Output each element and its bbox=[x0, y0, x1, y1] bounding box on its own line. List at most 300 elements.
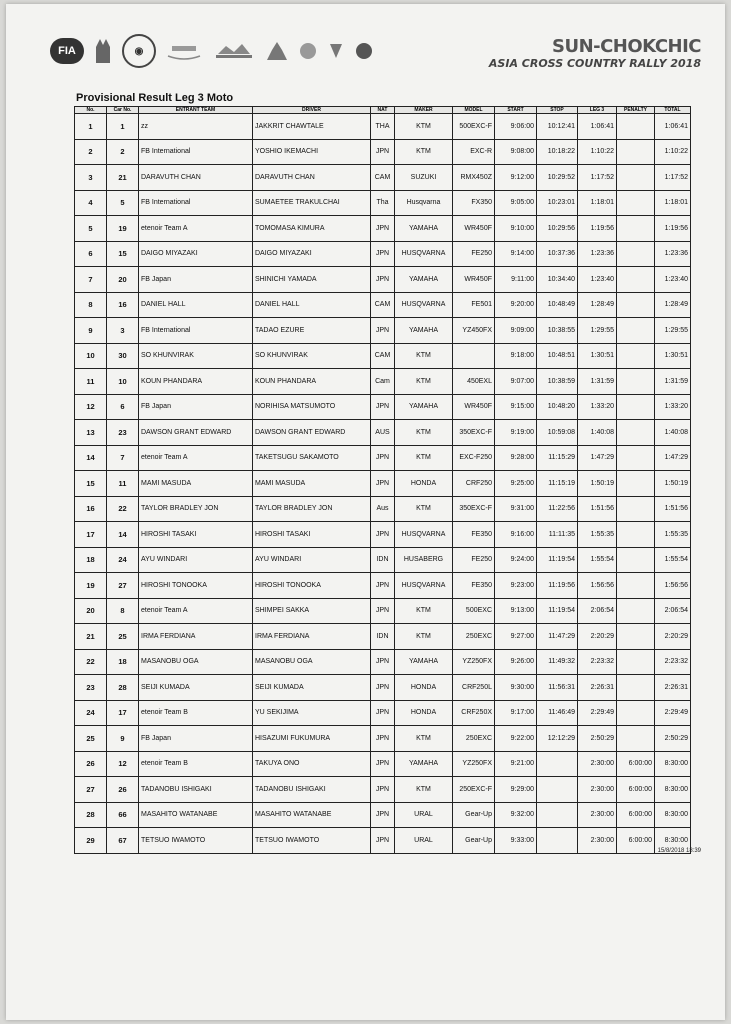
table-cell: 2:20:29 bbox=[655, 624, 691, 650]
table-cell: 10:37:36 bbox=[537, 241, 578, 267]
table-cell: 1:51:56 bbox=[578, 496, 617, 522]
table-cell: 22 bbox=[75, 649, 107, 675]
table-cell: 11:56:31 bbox=[537, 675, 578, 701]
table-cell: 21 bbox=[75, 624, 107, 650]
table-row bbox=[75, 598, 691, 624]
table-cell: JPN bbox=[371, 777, 395, 803]
table-cell: 2:26:31 bbox=[655, 675, 691, 701]
table-cell: 10:48:20 bbox=[537, 394, 578, 420]
table-cell: HIROSHI TASAKI bbox=[253, 522, 371, 548]
table-cell: 5 bbox=[75, 216, 107, 242]
table-cell: DAIGO MIYAZAKI bbox=[253, 241, 371, 267]
table-cell: JPN bbox=[371, 649, 395, 675]
table-cell: FE350 bbox=[453, 522, 495, 548]
table-cell: 10 bbox=[75, 343, 107, 369]
table-cell: 1:47:29 bbox=[578, 445, 617, 471]
table-cell: YOSHIO IKEMACHI bbox=[253, 139, 371, 165]
table-cell: 9:19:00 bbox=[495, 420, 537, 446]
table-cell: HIROSHI TONOOKA bbox=[253, 573, 371, 599]
table-cell bbox=[617, 369, 655, 395]
table-cell: MAMI MASUDA bbox=[139, 471, 253, 497]
table-cell: 4 bbox=[75, 190, 107, 216]
table-cell: 1:55:35 bbox=[655, 522, 691, 548]
table-cell: 1:29:55 bbox=[655, 318, 691, 344]
table-cell: MASANOBU OGA bbox=[253, 649, 371, 675]
table-cell: TADANOBU ISHIGAKI bbox=[253, 777, 371, 803]
table-cell bbox=[617, 700, 655, 726]
table-cell: 10:12:41 bbox=[537, 114, 578, 140]
table-row bbox=[75, 547, 691, 573]
table-row bbox=[75, 522, 691, 548]
table-cell: 2:23:32 bbox=[655, 649, 691, 675]
table-cell: 9:05:00 bbox=[495, 190, 537, 216]
table-cell: JPN bbox=[371, 139, 395, 165]
table-cell: 66 bbox=[107, 802, 139, 828]
table-cell: JPN bbox=[371, 802, 395, 828]
table-cell: 6 bbox=[75, 241, 107, 267]
table-cell: JPN bbox=[371, 751, 395, 777]
table-cell: JPN bbox=[371, 573, 395, 599]
emblem-logo-icon bbox=[298, 41, 318, 61]
table-cell: JPN bbox=[371, 598, 395, 624]
table-cell: Gear-Up bbox=[453, 802, 495, 828]
table-cell: KTM bbox=[395, 726, 453, 752]
table-cell bbox=[617, 343, 655, 369]
table-cell: 1 bbox=[75, 114, 107, 140]
table-cell: 1:30:51 bbox=[655, 343, 691, 369]
table-cell: 11:15:19 bbox=[537, 471, 578, 497]
table-cell: Husqvarna bbox=[395, 190, 453, 216]
table-cell: JPN bbox=[371, 700, 395, 726]
table-cell: NORIHISA MATSUMOTO bbox=[253, 394, 371, 420]
table-cell: 9:23:00 bbox=[495, 573, 537, 599]
column-header: ENTRANT TEAM bbox=[139, 107, 253, 114]
table-cell: 18 bbox=[75, 547, 107, 573]
table-cell: 14 bbox=[107, 522, 139, 548]
table-cell: 2:23:32 bbox=[578, 649, 617, 675]
table-cell: 18 bbox=[107, 649, 139, 675]
table-cell: 21 bbox=[107, 165, 139, 191]
table-cell: SO KHUNVIRAK bbox=[139, 343, 253, 369]
table-cell: 1 bbox=[107, 114, 139, 140]
table-cell: 19 bbox=[75, 573, 107, 599]
table-cell bbox=[617, 292, 655, 318]
table-cell: URAL bbox=[395, 802, 453, 828]
table-cell: etenoir Team B bbox=[139, 751, 253, 777]
table-cell bbox=[617, 445, 655, 471]
table-cell: 2:50:29 bbox=[655, 726, 691, 752]
table-cell: 15 bbox=[107, 241, 139, 267]
table-cell: EXC-F250 bbox=[453, 445, 495, 471]
table-row bbox=[75, 649, 691, 675]
table-cell: JPN bbox=[371, 318, 395, 344]
table-cell: 30 bbox=[107, 343, 139, 369]
table-cell bbox=[617, 649, 655, 675]
table-cell: 9:10:00 bbox=[495, 216, 537, 242]
table-cell: TAYLOR BRADLEY JON bbox=[253, 496, 371, 522]
table-cell: YAMAHA bbox=[395, 267, 453, 293]
table-cell: YZ250FX bbox=[453, 649, 495, 675]
table-row bbox=[75, 267, 691, 293]
table-cell bbox=[617, 190, 655, 216]
table-cell: 29 bbox=[75, 828, 107, 854]
table-cell: 9:27:00 bbox=[495, 624, 537, 650]
table-row bbox=[75, 292, 691, 318]
table-cell: 2 bbox=[107, 139, 139, 165]
table-cell bbox=[617, 598, 655, 624]
table-row bbox=[75, 394, 691, 420]
table-cell: 1:06:41 bbox=[578, 114, 617, 140]
table-cell: 17 bbox=[75, 522, 107, 548]
table-cell: 6:00:00 bbox=[617, 802, 655, 828]
table-cell: 27 bbox=[107, 573, 139, 599]
table-cell: 7 bbox=[75, 267, 107, 293]
table-cell: 10:18:22 bbox=[537, 139, 578, 165]
table-cell: 9:22:00 bbox=[495, 726, 537, 752]
table-cell: KOUN PHANDARA bbox=[139, 369, 253, 395]
table-cell: JAKKRIT CHAWTALE bbox=[253, 114, 371, 140]
table-cell: 500EXC bbox=[453, 598, 495, 624]
table-cell: HUSQVARNA bbox=[395, 292, 453, 318]
table-cell bbox=[617, 216, 655, 242]
table-cell: CAM bbox=[371, 343, 395, 369]
table-cell: FE250 bbox=[453, 547, 495, 573]
table-cell: FE350 bbox=[453, 573, 495, 599]
table-cell: 13 bbox=[75, 420, 107, 446]
table-cell: KTM bbox=[395, 369, 453, 395]
table-row bbox=[75, 445, 691, 471]
table-cell: Gear-Up bbox=[453, 828, 495, 854]
table-cell: 2:06:54 bbox=[578, 598, 617, 624]
table-cell bbox=[617, 114, 655, 140]
table-cell: 8:30:00 bbox=[655, 802, 691, 828]
table-cell: 24 bbox=[75, 700, 107, 726]
table-cell: 16 bbox=[75, 496, 107, 522]
table-cell: 11:49:32 bbox=[537, 649, 578, 675]
table-cell: TAYLOR BRADLEY JON bbox=[139, 496, 253, 522]
table-cell bbox=[617, 496, 655, 522]
table-cell: 2 bbox=[75, 139, 107, 165]
table-cell: etenoir Team B bbox=[139, 700, 253, 726]
table-cell: 9:15:00 bbox=[495, 394, 537, 420]
table-cell: JPN bbox=[371, 522, 395, 548]
table-cell: HISAZUMI FUKUMURA bbox=[253, 726, 371, 752]
table-cell: CRF250L bbox=[453, 675, 495, 701]
table-cell: TETSUO IWAMOTO bbox=[253, 828, 371, 854]
table-cell: 9:33:00 bbox=[495, 828, 537, 854]
table-cell: KTM bbox=[395, 598, 453, 624]
table-cell: 2:50:29 bbox=[578, 726, 617, 752]
table-cell: 17 bbox=[107, 700, 139, 726]
brand-line2: ASIA CROSS COUNTRY RALLY 2018 bbox=[488, 57, 701, 70]
table-cell: HONDA bbox=[395, 700, 453, 726]
table-row bbox=[75, 726, 691, 752]
table-cell: 500EXC-F bbox=[453, 114, 495, 140]
table-cell: FX350 bbox=[453, 190, 495, 216]
table-cell: 9:30:00 bbox=[495, 675, 537, 701]
table-cell: THA bbox=[371, 114, 395, 140]
table-cell: URAL bbox=[395, 828, 453, 854]
table-cell: 9:21:00 bbox=[495, 751, 537, 777]
table-cell: AYU WINDARI bbox=[139, 547, 253, 573]
table-cell bbox=[617, 675, 655, 701]
table-cell: 9:16:00 bbox=[495, 522, 537, 548]
table-cell: 1:18:01 bbox=[655, 190, 691, 216]
table-cell: MASAHITO WATANABE bbox=[253, 802, 371, 828]
table-cell: 1:19:56 bbox=[655, 216, 691, 242]
table-cell: WR450F bbox=[453, 394, 495, 420]
table-cell bbox=[617, 267, 655, 293]
table-row bbox=[75, 573, 691, 599]
table-cell: 11:46:49 bbox=[537, 700, 578, 726]
table-cell: 19 bbox=[107, 216, 139, 242]
table-cell: CAM bbox=[371, 292, 395, 318]
table-cell: KTM bbox=[395, 420, 453, 446]
table-cell: 1:28:49 bbox=[578, 292, 617, 318]
table-row bbox=[75, 318, 691, 344]
table-cell: 2:26:31 bbox=[578, 675, 617, 701]
fia-logo-icon: FIA bbox=[50, 38, 84, 64]
table-cell: 1:56:56 bbox=[578, 573, 617, 599]
table-row bbox=[75, 114, 691, 140]
table-cell: 10:34:40 bbox=[537, 267, 578, 293]
table-row bbox=[75, 165, 691, 191]
table-cell bbox=[617, 471, 655, 497]
column-header: No. bbox=[75, 107, 107, 114]
table-cell: 15 bbox=[75, 471, 107, 497]
table-cell: SUMAETEE TRAKULCHAI bbox=[253, 190, 371, 216]
table-cell: 1:30:51 bbox=[578, 343, 617, 369]
table-body bbox=[75, 114, 691, 854]
table-cell: DAIGO MIYAZAKI bbox=[139, 241, 253, 267]
table-cell bbox=[617, 241, 655, 267]
table-cell: HUSABERG bbox=[395, 547, 453, 573]
column-header: MAKER bbox=[395, 107, 453, 114]
table-cell: 8 bbox=[107, 598, 139, 624]
table-cell bbox=[617, 726, 655, 752]
table-cell: IRMA FERDIANA bbox=[139, 624, 253, 650]
mascot-logo-icon bbox=[92, 37, 114, 65]
sponsor-logos bbox=[50, 34, 374, 68]
table-cell: 250EXC bbox=[453, 726, 495, 752]
table-cell: 10:38:55 bbox=[537, 318, 578, 344]
table-cell: HUSQVARNA bbox=[395, 241, 453, 267]
table-cell: 11:15:29 bbox=[537, 445, 578, 471]
cambodia-logo-icon bbox=[212, 40, 256, 62]
column-header: DRIVER bbox=[253, 107, 371, 114]
table-row bbox=[75, 777, 691, 803]
table-row bbox=[75, 139, 691, 165]
angkor-logo-icon bbox=[264, 38, 290, 64]
table-cell: MASANOBU OGA bbox=[139, 649, 253, 675]
table-cell: YAMAHA bbox=[395, 394, 453, 420]
table-cell: zz bbox=[139, 114, 253, 140]
table-cell: HIROSHI TONOOKA bbox=[139, 573, 253, 599]
table-cell: 1:51:56 bbox=[655, 496, 691, 522]
table-cell: 22 bbox=[107, 496, 139, 522]
table-cell: 8:30:00 bbox=[655, 828, 691, 854]
table-cell: 1:40:08 bbox=[655, 420, 691, 446]
table-cell: FB Japan bbox=[139, 726, 253, 752]
table-cell bbox=[537, 802, 578, 828]
column-header: LEG 3 bbox=[578, 107, 617, 114]
sponsor-logo-icon bbox=[326, 40, 346, 62]
table-cell: 6:00:00 bbox=[617, 777, 655, 803]
table-cell: HONDA bbox=[395, 471, 453, 497]
table-cell: RMX450Z bbox=[453, 165, 495, 191]
table-cell bbox=[537, 828, 578, 854]
table-cell: 1:31:59 bbox=[655, 369, 691, 395]
table-cell: IDN bbox=[371, 547, 395, 573]
table-cell: 1:10:22 bbox=[578, 139, 617, 165]
table-cell: SO KHUNVIRAK bbox=[253, 343, 371, 369]
table-cell: 2:30:00 bbox=[578, 777, 617, 803]
table-cell: 250EXC bbox=[453, 624, 495, 650]
table-cell: 10:23:01 bbox=[537, 190, 578, 216]
table-cell: 9 bbox=[107, 726, 139, 752]
table-cell: IDN bbox=[371, 624, 395, 650]
table-cell bbox=[617, 318, 655, 344]
table-cell: SHIMPEI SAKKA bbox=[253, 598, 371, 624]
table-cell: 26 bbox=[107, 777, 139, 803]
table-cell: 6 bbox=[107, 394, 139, 420]
table-cell: Tha bbox=[371, 190, 395, 216]
table-cell: 250EXC-F bbox=[453, 777, 495, 803]
table-cell: JPN bbox=[371, 445, 395, 471]
table-cell: KOUN PHANDARA bbox=[253, 369, 371, 395]
table-cell: 1:10:22 bbox=[655, 139, 691, 165]
table-cell: HUSQVARNA bbox=[395, 573, 453, 599]
table-cell: SEIJI KUMADA bbox=[139, 675, 253, 701]
page-title: Provisional Result Leg 3 Moto bbox=[76, 92, 234, 104]
table-cell: 10 bbox=[107, 369, 139, 395]
table-cell: 28 bbox=[75, 802, 107, 828]
table-row bbox=[75, 369, 691, 395]
table-cell: 23 bbox=[75, 675, 107, 701]
column-header: START bbox=[495, 107, 537, 114]
table-cell: 1:17:52 bbox=[578, 165, 617, 191]
table-cell: FB International bbox=[139, 139, 253, 165]
table-cell: TETSUO IWAMOTO bbox=[139, 828, 253, 854]
table-cell: 9:14:00 bbox=[495, 241, 537, 267]
table-cell bbox=[617, 139, 655, 165]
table-cell: 12:12:29 bbox=[537, 726, 578, 752]
table-cell: JPN bbox=[371, 241, 395, 267]
table-cell: 14 bbox=[75, 445, 107, 471]
table-row bbox=[75, 420, 691, 446]
table-cell: KTM bbox=[395, 624, 453, 650]
table-cell: 2:30:00 bbox=[578, 828, 617, 854]
table-cell: HONDA bbox=[395, 675, 453, 701]
brand-line1: SUN-CHOKCHIC bbox=[551, 36, 701, 57]
table-cell: 27 bbox=[75, 777, 107, 803]
table-cell: 7 bbox=[107, 445, 139, 471]
table-cell: Cam bbox=[371, 369, 395, 395]
table-cell: 1:33:20 bbox=[578, 394, 617, 420]
table-cell: SEIJI KUMADA bbox=[253, 675, 371, 701]
table-cell: MASAHITO WATANABE bbox=[139, 802, 253, 828]
table-cell: 11:19:56 bbox=[537, 573, 578, 599]
table-cell: 10:48:49 bbox=[537, 292, 578, 318]
table-cell: 9:26:00 bbox=[495, 649, 537, 675]
table-cell: AUS bbox=[371, 420, 395, 446]
results-table bbox=[74, 106, 691, 854]
table-cell: 23 bbox=[107, 420, 139, 446]
table-cell: FB Japan bbox=[139, 267, 253, 293]
column-header: STOP bbox=[537, 107, 578, 114]
table-cell: DARAVUTH CHAN bbox=[253, 165, 371, 191]
table-cell: 3 bbox=[75, 165, 107, 191]
table-cell: DANIEL HALL bbox=[139, 292, 253, 318]
table-cell: YAMAHA bbox=[395, 216, 453, 242]
table-cell: 9:32:00 bbox=[495, 802, 537, 828]
table-cell: 26 bbox=[75, 751, 107, 777]
table-cell: FE501 bbox=[453, 292, 495, 318]
table-cell: 1:31:59 bbox=[578, 369, 617, 395]
table-cell: 9:28:00 bbox=[495, 445, 537, 471]
table-cell: 1:55:54 bbox=[655, 547, 691, 573]
table-row bbox=[75, 216, 691, 242]
table-cell: 1:19:56 bbox=[578, 216, 617, 242]
table-cell: 9:06:00 bbox=[495, 114, 537, 140]
table-cell: 10:48:51 bbox=[537, 343, 578, 369]
table-cell: 9:07:00 bbox=[495, 369, 537, 395]
table-cell: WR450F bbox=[453, 216, 495, 242]
table-cell: FB Japan bbox=[139, 394, 253, 420]
table-row bbox=[75, 343, 691, 369]
table-cell bbox=[537, 751, 578, 777]
table-cell: TAKUYA ONO bbox=[253, 751, 371, 777]
table-cell bbox=[537, 777, 578, 803]
table-cell: 2:06:54 bbox=[655, 598, 691, 624]
table-cell: DARAVUTH CHAN bbox=[139, 165, 253, 191]
table-cell: YZ450FX bbox=[453, 318, 495, 344]
rally-brand bbox=[489, 36, 701, 70]
table-cell: 1:23:36 bbox=[578, 241, 617, 267]
table-cell: IRMA FERDIANA bbox=[253, 624, 371, 650]
table-cell: HUSQVARNA bbox=[395, 522, 453, 548]
table-cell: 1:50:19 bbox=[655, 471, 691, 497]
table-cell: KTM bbox=[395, 496, 453, 522]
table-row bbox=[75, 675, 691, 701]
table-cell: SUZUKI bbox=[395, 165, 453, 191]
table-cell: 1:17:52 bbox=[655, 165, 691, 191]
table-cell: 1:33:20 bbox=[655, 394, 691, 420]
table-cell: WR450F bbox=[453, 267, 495, 293]
table-cell: YAMAHA bbox=[395, 649, 453, 675]
table-cell: 11 bbox=[75, 369, 107, 395]
table-cell: 25 bbox=[107, 624, 139, 650]
table-cell: FE250 bbox=[453, 241, 495, 267]
table-row bbox=[75, 828, 691, 854]
table-cell: 9:24:00 bbox=[495, 547, 537, 573]
table-cell: KTM bbox=[395, 445, 453, 471]
table-cell: 11:11:35 bbox=[537, 522, 578, 548]
table-cell: YAMAHA bbox=[395, 318, 453, 344]
table-cell: 1:06:41 bbox=[655, 114, 691, 140]
table-cell: JPN bbox=[371, 471, 395, 497]
table-cell: JPN bbox=[371, 675, 395, 701]
table-row bbox=[75, 624, 691, 650]
table-cell: 9:31:00 bbox=[495, 496, 537, 522]
table-cell: DANIEL HALL bbox=[253, 292, 371, 318]
table-cell: SHINICHI YAMADA bbox=[253, 267, 371, 293]
table-cell: JPN bbox=[371, 267, 395, 293]
table-cell bbox=[617, 624, 655, 650]
table-header bbox=[75, 107, 691, 114]
table-cell: 1:40:08 bbox=[578, 420, 617, 446]
table-cell: 9:18:00 bbox=[495, 343, 537, 369]
